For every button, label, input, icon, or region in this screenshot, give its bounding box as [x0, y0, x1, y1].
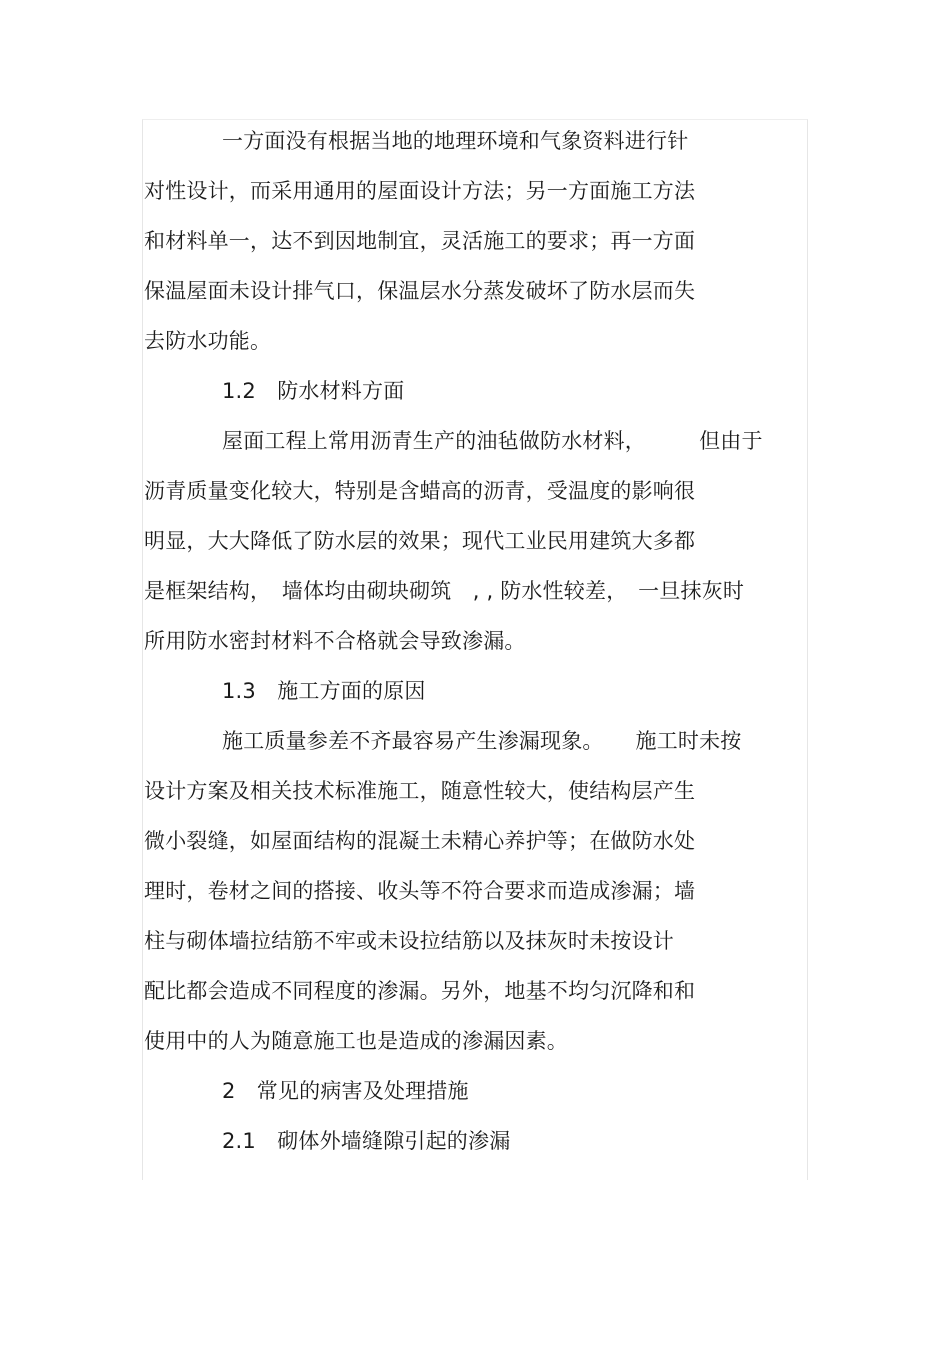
paragraph-line: 去防水功能。 [144, 329, 272, 353]
section-heading-1-2: 1.2 防水材料方面 [222, 379, 405, 403]
paragraph-line: 是框架结构， 墙体均由砌块砌筑 , , 防水性较差， 一旦抹灰时 [144, 579, 745, 603]
paragraph-line: 屋面工程上常用沥青生产的油毡做防水材料， 但由于 [222, 429, 763, 453]
paragraph-line: 微小裂缝，如屋面结构的混凝土未精心养护等；在做防水处 [144, 829, 696, 853]
paragraph-line: 所用防水密封材料不合格就会导致渗漏。 [144, 629, 526, 653]
paragraph-line: 理时，卷材之间的搭接、收头等不符合要求而造成渗漏；墙 [144, 879, 696, 903]
paragraph-line: 和材料单一，达不到因地制宜，灵活施工的要求；再一方面 [144, 229, 696, 253]
paragraph-line: 明显，大大降低了防水层的效果；现代工业民用建筑大多都 [144, 529, 696, 553]
section-heading-2-1: 2.1 砌体外墙缝隙引起的渗漏 [222, 1129, 511, 1153]
paragraph-line: 柱与砌体墙拉结筋不牢或未设拉结筋以及抹灰时未按设计 [144, 929, 674, 953]
paragraph-line: 配比都会造成不同程度的渗漏。另外，地基不均匀沉降和和 [144, 979, 696, 1003]
paragraph-line: 保温屋面未设计排气口，保温层水分蒸发破坏了防水层而失 [144, 279, 696, 303]
section-heading-1-3: 1.3 施工方面的原因 [222, 679, 426, 703]
paragraph-line: 对性设计，而采用通用的屋面设计方法；另一方面施工方法 [144, 179, 696, 203]
paragraph-line: 施工质量参差不齐最容易产生渗漏现象。 施工时未按 [222, 729, 742, 753]
paragraph-line: 使用中的人为随意施工也是造成的渗漏因素。 [144, 1029, 568, 1053]
section-heading-2: 2 常见的病害及处理措施 [222, 1079, 469, 1103]
paragraph-line: 沥青质量变化较大，特别是含蜡高的沥青，受温度的影响很 [144, 479, 696, 503]
paragraph-line: 一方面没有根据当地的地理环境和气象资料进行针 [222, 129, 689, 153]
paragraph-line: 设计方案及相关技术标准施工，随意性较大，使结构层产生 [144, 779, 696, 803]
